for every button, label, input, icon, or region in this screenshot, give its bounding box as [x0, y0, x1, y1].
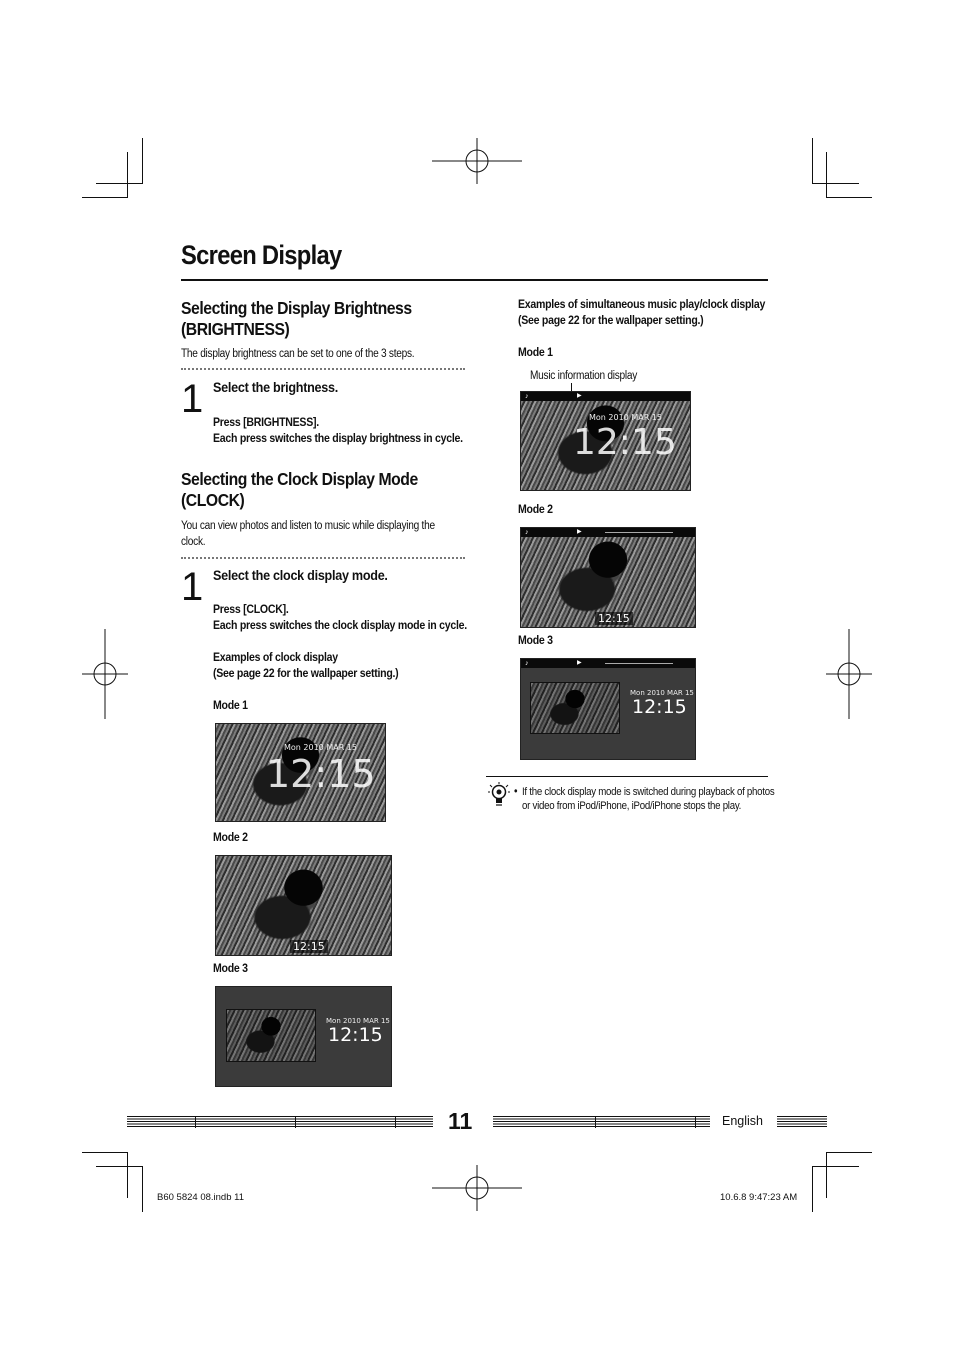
clock-time: 12:15 [632, 696, 687, 718]
registration-mark-right [826, 629, 872, 719]
footer-tick [695, 1116, 696, 1128]
footer-tick [395, 1116, 396, 1128]
step-number: 1 [181, 377, 204, 421]
step-title: Select the brightness. [213, 379, 339, 395]
examples-heading-line1: Examples of clock display [213, 650, 338, 664]
mode2-label: Mode 2 [213, 830, 248, 844]
dotted-divider [181, 368, 465, 370]
clock-time: 12:15 [266, 752, 376, 796]
clock-heading-line1: Selecting the Clock Display Mode [181, 469, 418, 489]
music-mode2-screen [520, 527, 696, 628]
clock-heading-line2: (CLOCK) [181, 490, 245, 510]
page-title: Screen Display [181, 240, 342, 270]
clock-heading [181, 469, 418, 511]
clock-mode2-screen [215, 855, 392, 956]
slug-timestamp: 10.6.8 9:47:23 AM [720, 1192, 798, 1203]
clock-mode3-screen [215, 986, 392, 1087]
tip-text-line1: If the clock display mode is switched during playback of photos [522, 786, 775, 798]
press-instruction: Press [CLOCK]. [213, 602, 289, 616]
footer-tick [295, 1116, 296, 1128]
music-clock-heading-line1: Examples of simultaneous music play/clock display [518, 297, 766, 311]
music-note-icon: ♪ [525, 660, 529, 667]
clock-time: 12:15 [595, 612, 633, 625]
music-note-icon: ♪ [525, 529, 529, 536]
language-label: English [722, 1114, 763, 1128]
music-info-bar [521, 659, 695, 668]
music-info-bar [521, 528, 695, 537]
step-number: 1 [181, 565, 204, 609]
footer-tick [595, 1116, 596, 1128]
footer-stripe-middle [493, 1116, 710, 1128]
inset-photo [530, 682, 620, 734]
brightness-intro: The display brightness can be set to one of the 3 steps. [181, 348, 415, 360]
play-icon: ▶ [577, 529, 582, 535]
slug-file-info: B60 5824 08.indb 11 [157, 1192, 244, 1203]
clock-intro-line2: clock. [181, 536, 206, 548]
step-title: Select the clock display mode. [213, 567, 388, 583]
lightbulb-hint-icon [487, 781, 518, 809]
music-note-icon: ♪ [525, 393, 529, 400]
clock-time: 12:15 [290, 940, 328, 953]
cycle-instruction: Each press switches the display brightness in cycle. [213, 431, 463, 445]
note-rule [486, 776, 768, 777]
cycle-instruction: Each press switches the clock display mode in cycle. [213, 618, 467, 632]
brightness-heading [181, 298, 412, 340]
dotted-divider [181, 557, 465, 559]
clock-date: Mon 2010 MAR 15 [284, 743, 357, 752]
play-icon: ▶ [577, 660, 582, 666]
tip-text-line2: or video from iPod/iPhone, iPod/iPhone stops the play. [522, 800, 742, 812]
registration-mark-left [82, 629, 128, 719]
title-rule [181, 279, 768, 281]
mode1-label: Mode 1 [213, 698, 248, 712]
clock-date: Mon 2010 MAR 15 [589, 413, 662, 422]
mode3-label: Mode 3 [518, 633, 553, 647]
clock-mode1-screen [215, 723, 386, 822]
footer-tick [195, 1116, 196, 1128]
clock-time: 12:15 [573, 422, 677, 463]
registration-mark-top [432, 138, 522, 184]
clock-date: Mon 2010 MAR 15 [326, 1017, 390, 1025]
brightness-heading-line2: (BRIGHTNESS) [181, 319, 290, 339]
music-mode1-screen [520, 391, 691, 491]
play-icon: ▶ [577, 393, 582, 399]
music-info-bar [521, 392, 690, 401]
brightness-heading-line1: Selecting the Display Brightness [181, 298, 412, 318]
inset-photo [226, 1009, 316, 1062]
registration-mark-bottom [432, 1165, 522, 1211]
progress-bar [605, 663, 673, 664]
press-instruction: Press [BRIGHTNESS]. [213, 415, 319, 429]
examples-heading-line2: (See page 22 for the wallpaper setting.) [213, 666, 399, 680]
mode3-label: Mode 3 [213, 961, 248, 975]
progress-bar [605, 532, 673, 533]
clock-date: Mon 2010 MAR 15 [630, 689, 694, 697]
mode2-label: Mode 2 [518, 502, 553, 516]
music-info-label: Music information display [530, 370, 638, 382]
mode1-label: Mode 1 [518, 345, 553, 359]
music-mode3-screen [520, 658, 696, 760]
clock-time: 12:15 [328, 1024, 383, 1046]
footer-stripe-left [127, 1116, 433, 1128]
music-clock-heading-line2: (See page 22 for the wallpaper setting.) [518, 313, 704, 327]
tip-bullet: • [514, 786, 518, 798]
clock-intro-line1: You can view photos and listen to music while displaying the [181, 520, 435, 532]
page-number: 11 [448, 1108, 473, 1134]
footer-stripe-right [777, 1116, 827, 1128]
